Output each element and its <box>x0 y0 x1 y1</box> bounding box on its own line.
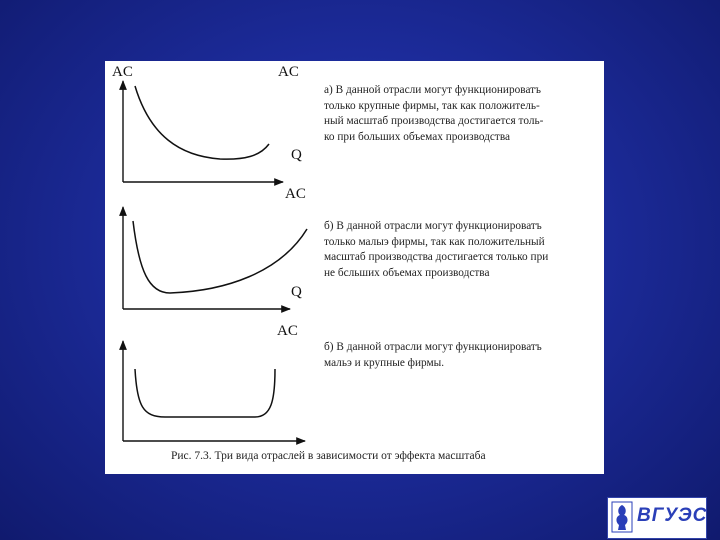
panel-a-x-label: Q <box>291 147 302 163</box>
desc-line: б) В данной отрасли могут функционироватъ <box>324 341 542 353</box>
panel-b-ac-curve <box>133 221 307 293</box>
panel-c-right-label: AC <box>277 323 298 339</box>
desc-line: только малыэ фирмы, так как положительный <box>324 235 545 248</box>
panel-a-ac-curve <box>135 86 269 159</box>
logo-text: ВГУЭС <box>637 505 708 526</box>
desc-line: масштаб производства достигается только при <box>324 251 549 263</box>
panel-b-x-label: Q <box>291 284 302 300</box>
desc-line: мальэ и крупные фирмы. <box>324 356 445 369</box>
panel-a-y-label: AC <box>112 64 133 80</box>
panel-a-description <box>324 83 543 145</box>
desc-line: не бсльших объемах производства <box>324 266 490 279</box>
panel-a-right-label: AC <box>278 64 299 80</box>
desc-line: ный масштаб производства достигается толь- <box>324 115 544 127</box>
figure-caption: Рис. 7.3. Три вида отраслей в зависимости от эффекта масштаба <box>171 450 486 462</box>
panel-b-right-label: AC <box>285 186 306 202</box>
desc-line: а) В данной отрасли могут функционироватъ <box>324 84 541 96</box>
university-logo <box>607 497 707 539</box>
panel-c-ac-curve <box>135 369 275 417</box>
figure-card <box>105 61 604 474</box>
desc-line: только крупные фирмы, так как положитель- <box>324 99 540 112</box>
desc-line: ко при больших объемах производства <box>324 130 511 143</box>
emblem-icon <box>611 501 633 533</box>
desc-line: б) В данной отрасли могут функционироватъ <box>324 220 542 232</box>
panel-c-description <box>324 340 542 371</box>
panel-b-description <box>324 219 548 281</box>
